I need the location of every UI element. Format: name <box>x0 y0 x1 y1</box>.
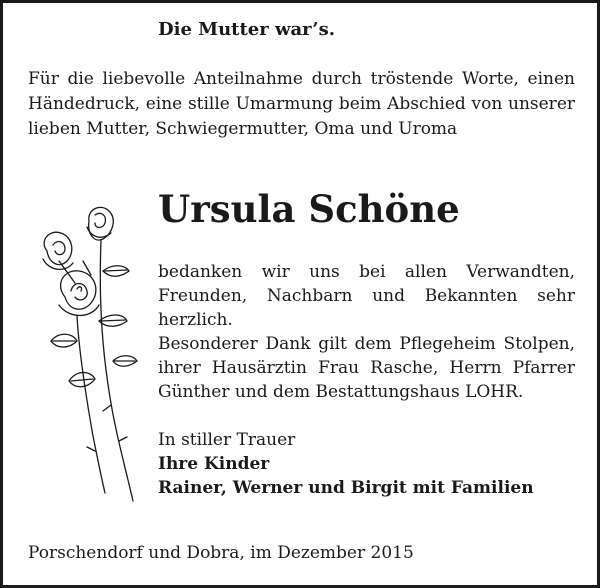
children-line: Ihre Kinder <box>158 454 270 474</box>
deceased-name: Ursula Schöne <box>158 187 460 231</box>
mourning-line: In stiller Trauer <box>158 430 296 450</box>
intro-text: Für die liebevolle Anteilnahme durch tröstende Worte, einen Händedruck, eine stille Umarmung beim Abschied von unserer lieben Mutter, Schwiegermutter, Oma und Uroma <box>28 69 575 139</box>
place-date-line: Porschendorf und Dobra, im Dezember 2015 <box>28 543 414 563</box>
rose-illustration-icon <box>29 201 147 506</box>
notice-heading: Die Mutter war’s. <box>158 19 335 40</box>
thanks-text: bedanken wir uns bei allen Verwandten, Freunden, Nachbarn und Bekannten sehr herzlich. <box>158 262 575 330</box>
special-thanks-text: Besonderer Dank gilt dem Pflegeheim Stolpen, ihrer Hausärztin Frau Rasche, Herrn Pfarrer Günther und dem Bestattungshaus LOHR. <box>158 334 575 402</box>
families-line: Rainer, Werner und Birgit mit Familien <box>158 478 534 498</box>
thanks-block <box>158 260 575 500</box>
